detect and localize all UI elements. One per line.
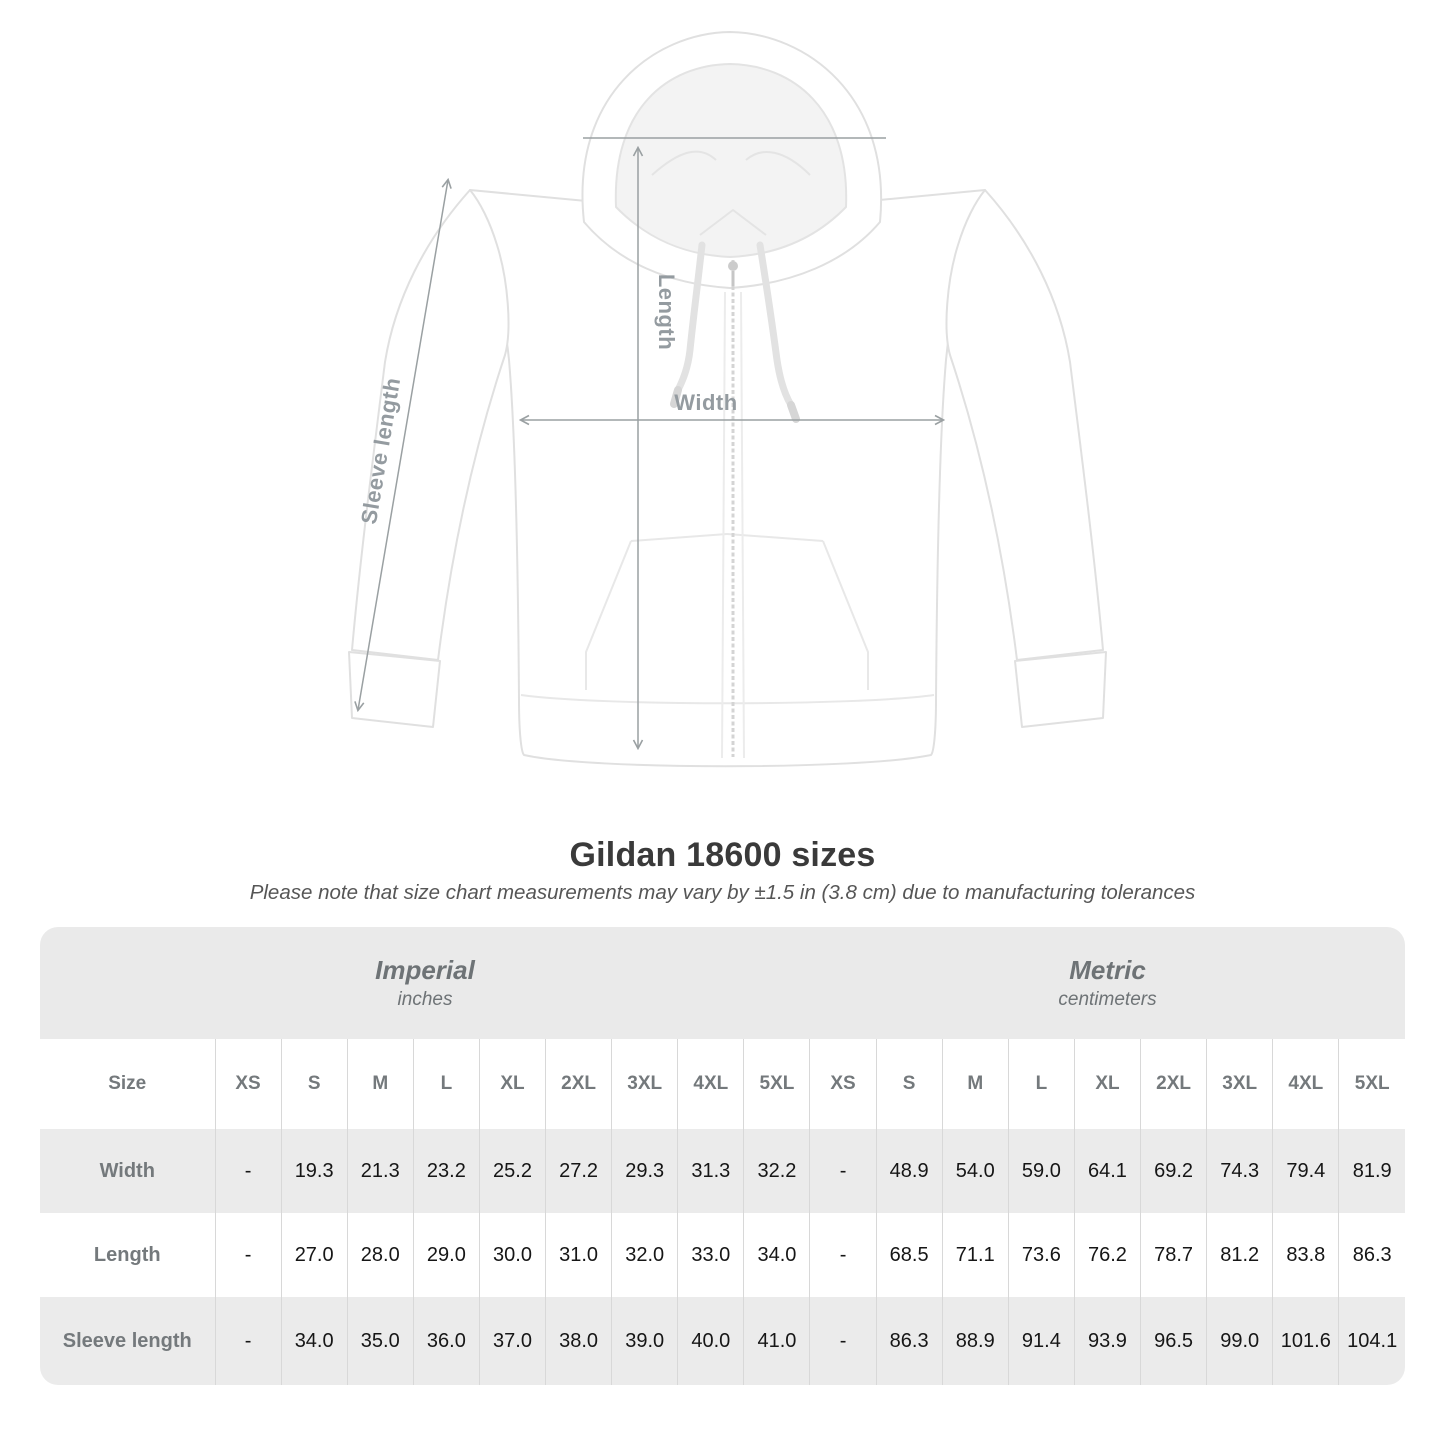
measurement-value-cell: 33.0 [678, 1213, 744, 1297]
measurement-value-cell: 96.5 [1141, 1297, 1207, 1385]
measurement-value-cell: 64.1 [1074, 1129, 1140, 1213]
measurement-value-cell: 27.0 [281, 1213, 347, 1297]
size-column-header: M [347, 1039, 413, 1129]
measurement-value-cell: 93.9 [1074, 1297, 1140, 1385]
measurement-value-cell: 91.4 [1008, 1297, 1074, 1385]
measurement-value-cell: 35.0 [347, 1297, 413, 1385]
zipper-slider [728, 261, 738, 271]
measurement-value-cell: 30.0 [479, 1213, 545, 1297]
metric-group-name: Metric [1069, 955, 1146, 986]
size-column-header: XS [215, 1039, 281, 1129]
measurement-value-cell: 31.0 [546, 1213, 612, 1297]
measurement-value-cell: 83.8 [1273, 1213, 1339, 1297]
measurement-value-cell: 29.0 [413, 1213, 479, 1297]
size-column-header: L [413, 1039, 479, 1129]
size-column-header: S [876, 1039, 942, 1129]
measurement-value-cell: - [215, 1213, 281, 1297]
measurement-value-cell: 59.0 [1008, 1129, 1074, 1213]
measurement-value-cell: 32.0 [612, 1213, 678, 1297]
size-column-header: 3XL [1207, 1039, 1273, 1129]
size-column-header: S [281, 1039, 347, 1129]
measurement-value-cell: 81.2 [1207, 1213, 1273, 1297]
size-column-header: XL [1074, 1039, 1140, 1129]
measurement-value-cell: 37.0 [479, 1297, 545, 1385]
size-column-header: 3XL [612, 1039, 678, 1129]
measurement-value-cell: - [810, 1213, 876, 1297]
measurement-value-cell: 69.2 [1141, 1129, 1207, 1213]
measurement-value-cell: 48.9 [876, 1129, 942, 1213]
imperial-group-unit: inches [397, 989, 453, 1011]
page-title: Gildan 18600 sizes [569, 836, 876, 874]
size-table-body [40, 1129, 1405, 1385]
measurement-row [40, 1213, 1405, 1297]
size-column-header: 5XL [744, 1039, 810, 1129]
size-column-header: 2XL [546, 1039, 612, 1129]
right-cuff [1015, 652, 1106, 727]
measurement-value-cell: 27.2 [546, 1129, 612, 1213]
size-column-header: XS [810, 1039, 876, 1129]
measurement-value-cell: 25.2 [479, 1129, 545, 1213]
measurement-value-cell: 104.1 [1339, 1297, 1405, 1385]
size-column-header: 5XL [1339, 1039, 1405, 1129]
unit-group-row [40, 927, 1405, 1039]
measurement-value-cell: 32.2 [744, 1129, 810, 1213]
measurement-value-cell: 71.1 [942, 1213, 1008, 1297]
size-column-header: L [1008, 1039, 1074, 1129]
measurement-value-cell: 40.0 [678, 1297, 744, 1385]
row-label: Sleeve length [62, 1329, 192, 1352]
metric-group-unit: centimeters [1058, 989, 1157, 1011]
size-table [40, 927, 1405, 1385]
measurement-value-cell: 21.3 [347, 1129, 413, 1213]
measurement-value-cell: 36.0 [413, 1297, 479, 1385]
measurement-row [40, 1297, 1405, 1385]
row-label: Width [99, 1159, 155, 1182]
size-column-header: M [942, 1039, 1008, 1129]
row-label: Length [93, 1243, 161, 1266]
left-cuff [349, 652, 440, 727]
size-column-header: 2XL [1141, 1039, 1207, 1129]
measurement-value-cell: 31.3 [678, 1129, 744, 1213]
measurement-row [40, 1129, 1405, 1213]
measurement-value-cell: 88.9 [942, 1297, 1008, 1385]
measurement-value-cell: - [810, 1129, 876, 1213]
measurement-value-cell: 38.0 [546, 1297, 612, 1385]
measurement-value-cell: 101.6 [1273, 1297, 1339, 1385]
size-table-card [40, 927, 1405, 1385]
sleeve-length-label: Sleeve length [356, 375, 406, 526]
measurement-value-cell: 73.6 [1008, 1213, 1074, 1297]
measurement-value-cell: 86.3 [876, 1297, 942, 1385]
measurement-value-cell: - [810, 1297, 876, 1385]
imperial-group-name: Imperial [375, 955, 475, 986]
measurement-value-cell: - [215, 1129, 281, 1213]
measurement-value-cell: 68.5 [876, 1213, 942, 1297]
imperial-header [40, 927, 810, 1039]
measurement-value-cell: 78.7 [1141, 1213, 1207, 1297]
size-column-header: 4XL [678, 1039, 744, 1129]
measurement-value-cell: 54.0 [942, 1129, 1008, 1213]
measurement-value-cell: 81.9 [1339, 1129, 1405, 1213]
measurement-value-cell: 41.0 [744, 1297, 810, 1385]
measurement-value-cell: 19.3 [281, 1129, 347, 1213]
size-column-header: XL [479, 1039, 545, 1129]
measurement-value-cell: 23.2 [413, 1129, 479, 1213]
measurement-value-cell: 76.2 [1074, 1213, 1140, 1297]
measurement-value-cell: 34.0 [744, 1213, 810, 1297]
measurement-value-cell: 86.3 [1339, 1213, 1405, 1297]
metric-header [810, 927, 1405, 1039]
measurement-value-cell: - [215, 1297, 281, 1385]
length-label: Length [654, 273, 679, 351]
right-sleeve [947, 190, 1103, 660]
measurement-value-cell: 74.3 [1207, 1129, 1273, 1213]
width-label: Width [674, 390, 738, 415]
tolerance-note: Please note that size chart measurements may vary by ±1.5 in (3.8 cm) due to manufacturing tolerances [249, 881, 1196, 904]
size-header-row [40, 1039, 1405, 1129]
size-column-header: 4XL [1273, 1039, 1339, 1129]
measurement-value-cell: 99.0 [1207, 1297, 1273, 1385]
measurement-value-cell: 28.0 [347, 1213, 413, 1297]
measurement-value-cell: 34.0 [281, 1297, 347, 1385]
size-column-title: Size [40, 1039, 215, 1129]
measurement-value-cell: 29.3 [612, 1129, 678, 1213]
measurement-value-cell: 79.4 [1273, 1129, 1339, 1213]
measurement-value-cell: 39.0 [612, 1297, 678, 1385]
